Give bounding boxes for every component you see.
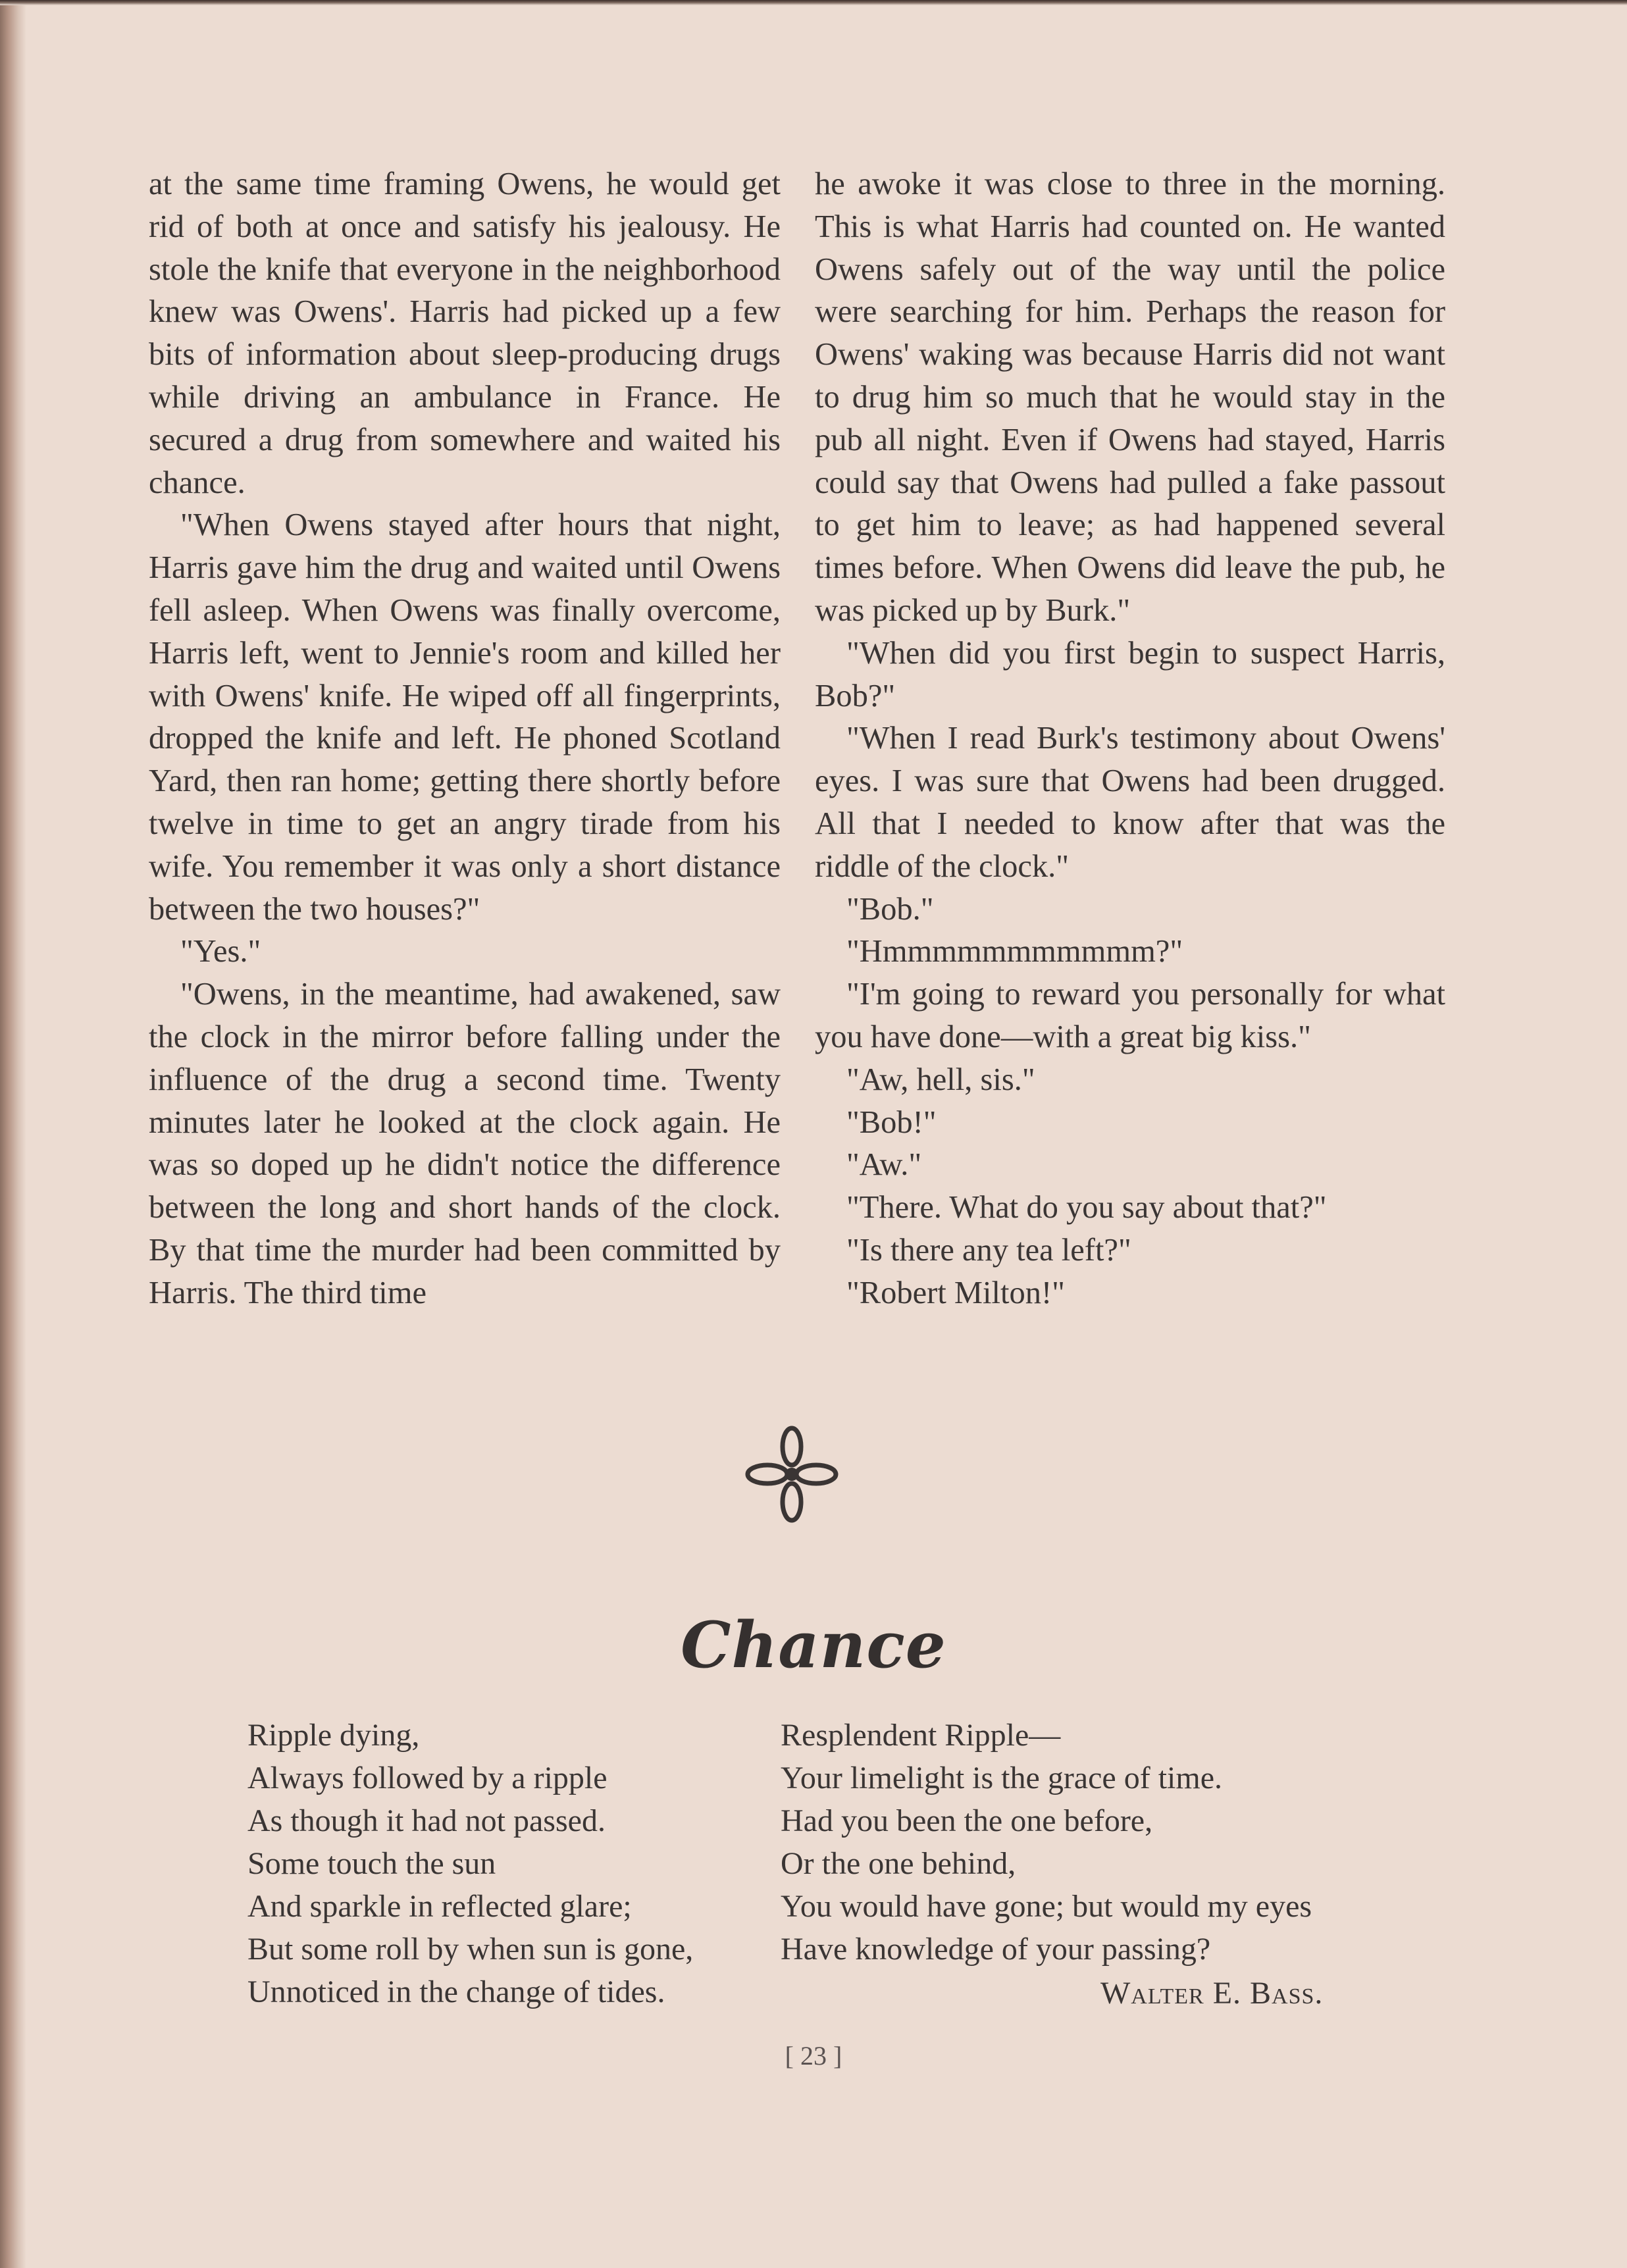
poem-line: Or the one behind, bbox=[781, 1846, 1016, 1881]
page-binding-shadow bbox=[0, 0, 26, 2268]
poem-title: Chance bbox=[681, 1608, 946, 1682]
poem-line: And sparkle in reflected glare; bbox=[247, 1889, 632, 1924]
left-text-column bbox=[149, 163, 781, 1315]
poem-left-stanza bbox=[247, 1714, 774, 2013]
paragraph: at the same time framing Owens, he would get rid of both at once and satisfy his jealousy. He stole the knife that everyone in the neighborhood knew was Owens'. Harris had picked up a few bits of information about sleep-producing drugs while driving an ambulance in France. He secured a drug from somewhere and waited his chance. bbox=[149, 167, 781, 500]
poem-right-stanza bbox=[781, 1714, 1373, 1971]
right-text-column bbox=[815, 163, 1445, 1315]
paragraph: "Aw." bbox=[846, 1147, 922, 1183]
poem-line: Resplendent Ripple— bbox=[781, 1718, 1061, 1753]
poem-line: Some touch the sun bbox=[247, 1846, 496, 1881]
paragraph: "Is there any tea left?" bbox=[846, 1232, 1131, 1268]
paragraph: "Bob!" bbox=[846, 1104, 937, 1140]
poem-line: But some roll by when sun is gone, bbox=[247, 1932, 694, 1967]
paragraph: "When Owens stayed after hours that night, Harris gave him the drug and waited until Owens fell asleep. When Owens was finally overcome, Harris left, went to Jennie's room and killed her with Owens' knife. He wiped off all fingerprints, dropped the knife and left. He phoned Scotland Yard, then ran home; getting there shortly before twelve in time to get an angry tirade from his wife. You remember it was only a short distance between the two houses?" bbox=[149, 507, 781, 927]
poem-line: Unnoticed in the change of tides. bbox=[247, 1974, 665, 2009]
page-top-edge bbox=[0, 0, 1627, 5]
page-number: [ 23 ] bbox=[785, 2041, 842, 2071]
poem-line: Had you been the one before, bbox=[781, 1803, 1153, 1838]
paragraph: "Bob." bbox=[846, 891, 934, 927]
poem-line: Have knowledge of your passing? bbox=[781, 1932, 1211, 1967]
poem-line: Your limelight is the grace of time. bbox=[781, 1761, 1223, 1795]
paragraph: he awoke it was close to three in the morning. This is what Harris had counted on. He wanted Owens safely out of the way until the police were searching for him. Perhaps the reason for Owens' waking was because Harris did not want to drug him so much that he would stay in the pub all night. Even if Owens had stayed, Harris could say that Owens had pulled a fake passout to get him to leave; as had happened several times before. When Owens did leave the pub, he was picked up by Burk." bbox=[815, 167, 1445, 628]
paragraph: "Yes." bbox=[180, 934, 261, 969]
paragraph: "Owens, in the meantime, had awakened, saw the clock in the mirror before falling under the influence of the drug a second time. Twenty minutes later he looked at the clock again. He was so doped up he didn't notice the difference between the long and short hands of the clock. By that time the murder had been committed by Harris. The third time bbox=[149, 977, 781, 1310]
poem-line: Always followed by a ripple bbox=[247, 1761, 607, 1795]
poem-author: Walter E. Bass. bbox=[1100, 1976, 1324, 2011]
paragraph: "There. What do you say about that?" bbox=[846, 1190, 1327, 1225]
paragraph: "Hmmmmmmmmmmm?" bbox=[846, 934, 1183, 969]
paragraph: "I'm going to reward you personally for what you have done—with a great big kiss." bbox=[815, 977, 1445, 1054]
poem-line: You would have gone; but would my eyes bbox=[781, 1889, 1312, 1924]
quatrefoil-knot-ornament-icon bbox=[742, 1422, 841, 1527]
paragraph: "When I read Burk's testimony about Owens' eyes. I was sure that Owens had been drugged. All that I needed to know after that was the riddle of the clock." bbox=[815, 721, 1445, 884]
paragraph: "When did you first begin to suspect Harris, Bob?" bbox=[815, 635, 1445, 713]
paragraph: "Robert Milton!" bbox=[846, 1275, 1065, 1310]
paragraph: "Aw, hell, sis." bbox=[846, 1062, 1035, 1097]
poem-line: As though it had not passed. bbox=[247, 1803, 606, 1838]
poem-line: Ripple dying, bbox=[247, 1718, 420, 1753]
